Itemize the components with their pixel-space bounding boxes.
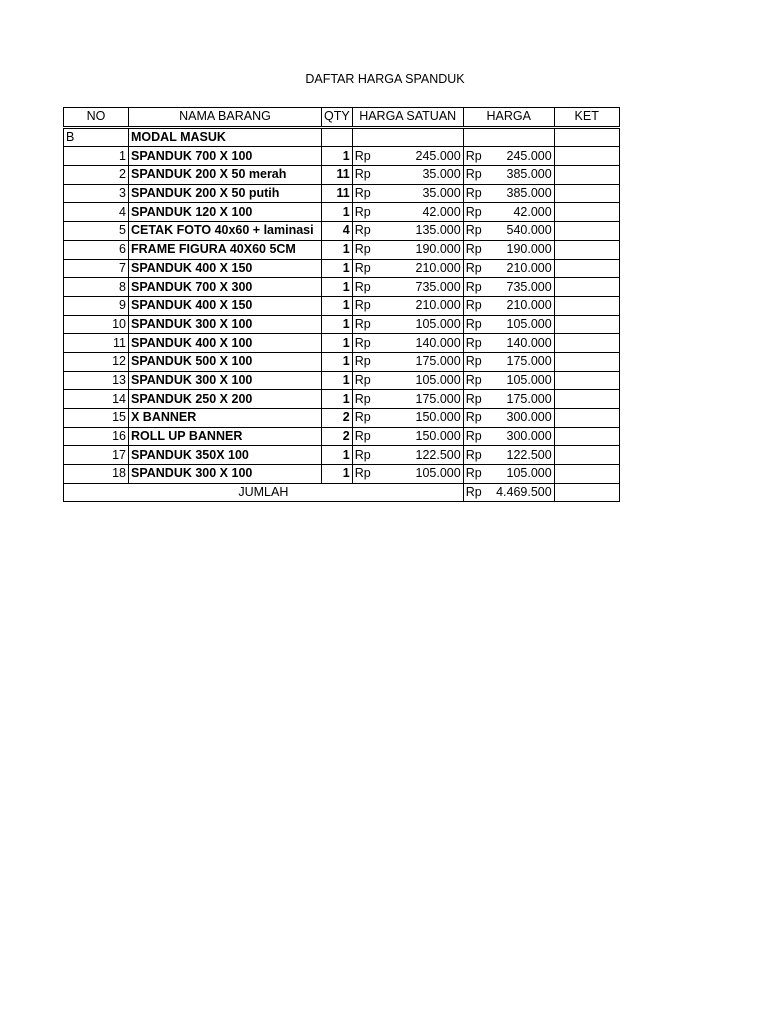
table-row bbox=[64, 465, 620, 484]
empty-cell bbox=[554, 127, 619, 147]
row-price: 735.000 bbox=[506, 279, 552, 294]
row-item-name: SPANDUK 500 X 100 bbox=[129, 352, 322, 371]
row-unit-price: 150.000 bbox=[415, 410, 461, 425]
row-ket bbox=[554, 147, 619, 166]
row-qty: 1 bbox=[322, 296, 353, 315]
header-harga: HARGA bbox=[463, 108, 554, 128]
currency-label: Rp bbox=[465, 204, 482, 219]
row-price: 540.000 bbox=[506, 223, 552, 238]
table-row bbox=[64, 147, 620, 166]
row-unit-price-cell bbox=[352, 203, 463, 222]
section-label: MODAL MASUK bbox=[129, 127, 322, 147]
row-item-name: SPANDUK 400 X 150 bbox=[129, 259, 322, 278]
currency-label: Rp bbox=[465, 391, 482, 406]
document-title: DAFTAR HARGA SPANDUK bbox=[305, 72, 465, 86]
row-unit-price-cell bbox=[352, 409, 463, 428]
currency-label: Rp bbox=[465, 148, 482, 163]
row-item-name: CETAK FOTO 40x60 + laminasi bbox=[129, 222, 322, 241]
row-ket bbox=[554, 259, 619, 278]
row-unit-price-cell bbox=[352, 371, 463, 390]
row-item-name: SPANDUK 200 X 50 merah bbox=[129, 166, 322, 185]
row-unit-price-cell bbox=[352, 240, 463, 259]
currency-label: Rp bbox=[354, 316, 371, 331]
table-row bbox=[64, 446, 620, 465]
currency-label: Rp bbox=[465, 485, 482, 500]
total-row bbox=[64, 483, 620, 502]
currency-label: Rp bbox=[465, 186, 482, 201]
table-row bbox=[64, 222, 620, 241]
currency-label: Rp bbox=[354, 335, 371, 350]
row-item-name: SPANDUK 400 X 150 bbox=[129, 296, 322, 315]
header-harga-satuan: HARGA SATUAN bbox=[352, 108, 463, 128]
currency-label: Rp bbox=[465, 335, 482, 350]
row-unit-price: 175.000 bbox=[415, 354, 461, 369]
currency-label: Rp bbox=[465, 372, 482, 387]
row-price: 140.000 bbox=[506, 335, 552, 350]
currency-label: Rp bbox=[354, 260, 371, 275]
row-unit-price: 245.000 bbox=[415, 148, 461, 163]
row-unit-price: 105.000 bbox=[415, 316, 461, 331]
currency-label: Rp bbox=[354, 279, 371, 294]
row-price: 210.000 bbox=[506, 298, 552, 313]
row-no: 6 bbox=[64, 240, 129, 259]
currency-label: Rp bbox=[354, 447, 371, 462]
row-qty: 11 bbox=[322, 184, 353, 203]
row-unit-price: 175.000 bbox=[415, 391, 461, 406]
row-qty: 4 bbox=[322, 222, 353, 241]
row-ket bbox=[554, 334, 619, 353]
row-price-cell bbox=[463, 409, 554, 428]
row-no: 11 bbox=[64, 334, 129, 353]
row-no: 5 bbox=[64, 222, 129, 241]
row-price: 105.000 bbox=[506, 466, 552, 481]
currency-label: Rp bbox=[465, 298, 482, 313]
row-price: 190.000 bbox=[506, 242, 552, 257]
row-price: 300.000 bbox=[506, 429, 552, 444]
row-unit-price-cell bbox=[352, 166, 463, 185]
row-qty: 1 bbox=[322, 278, 353, 297]
row-price-cell bbox=[463, 334, 554, 353]
row-no: 8 bbox=[64, 278, 129, 297]
row-no: 16 bbox=[64, 427, 129, 446]
table-row bbox=[64, 240, 620, 259]
row-ket bbox=[554, 203, 619, 222]
row-price-cell bbox=[463, 427, 554, 446]
header-nama-barang: NAMA BARANG bbox=[129, 108, 322, 128]
row-ket bbox=[554, 240, 619, 259]
table-row bbox=[64, 334, 620, 353]
row-qty: 11 bbox=[322, 166, 353, 185]
row-unit-price-cell bbox=[352, 184, 463, 203]
row-item-name: SPANDUK 300 X 100 bbox=[129, 315, 322, 334]
row-no: 17 bbox=[64, 446, 129, 465]
row-no: 2 bbox=[64, 166, 129, 185]
row-unit-price-cell bbox=[352, 427, 463, 446]
currency-label: Rp bbox=[354, 391, 371, 406]
row-ket bbox=[554, 222, 619, 241]
row-item-name: SPANDUK 300 X 100 bbox=[129, 465, 322, 484]
empty-cell bbox=[352, 127, 463, 147]
empty-cell bbox=[322, 127, 353, 147]
row-unit-price: 210.000 bbox=[415, 260, 461, 275]
row-price-cell bbox=[463, 390, 554, 409]
row-item-name: SPANDUK 700 X 100 bbox=[129, 147, 322, 166]
row-price-cell bbox=[463, 166, 554, 185]
row-qty: 1 bbox=[322, 315, 353, 334]
row-ket bbox=[554, 390, 619, 409]
table-row bbox=[64, 278, 620, 297]
table-row bbox=[64, 203, 620, 222]
ket-cell bbox=[554, 483, 619, 502]
row-unit-price: 35.000 bbox=[422, 186, 461, 201]
row-unit-price-cell bbox=[352, 222, 463, 241]
row-ket bbox=[554, 427, 619, 446]
row-price: 42.000 bbox=[513, 204, 552, 219]
row-unit-price: 105.000 bbox=[415, 372, 461, 387]
empty-cell bbox=[463, 127, 554, 147]
row-no: 1 bbox=[64, 147, 129, 166]
row-ket bbox=[554, 446, 619, 465]
table-row bbox=[64, 427, 620, 446]
row-unit-price-cell bbox=[352, 390, 463, 409]
row-price-cell bbox=[463, 371, 554, 390]
row-unit-price-cell bbox=[352, 147, 463, 166]
row-no: 18 bbox=[64, 465, 129, 484]
table-row bbox=[64, 184, 620, 203]
currency-label: Rp bbox=[465, 429, 482, 444]
section-code: B bbox=[64, 127, 129, 147]
currency-label: Rp bbox=[465, 466, 482, 481]
currency-label: Rp bbox=[354, 223, 371, 238]
row-price-cell bbox=[463, 352, 554, 371]
currency-label: Rp bbox=[465, 447, 482, 462]
row-unit-price-cell bbox=[352, 446, 463, 465]
row-unit-price-cell bbox=[352, 334, 463, 353]
currency-label: Rp bbox=[354, 242, 371, 257]
row-price: 385.000 bbox=[506, 167, 552, 182]
currency-label: Rp bbox=[354, 466, 371, 481]
row-price: 105.000 bbox=[506, 316, 552, 331]
row-qty: 1 bbox=[322, 147, 353, 166]
currency-label: Rp bbox=[354, 204, 371, 219]
row-item-name: ROLL UP BANNER bbox=[129, 427, 322, 446]
row-ket bbox=[554, 296, 619, 315]
row-ket bbox=[554, 184, 619, 203]
row-qty: 2 bbox=[322, 409, 353, 428]
currency-label: Rp bbox=[465, 354, 482, 369]
row-no: 10 bbox=[64, 315, 129, 334]
row-item-name: SPANDUK 300 X 100 bbox=[129, 371, 322, 390]
row-unit-price: 35.000 bbox=[422, 167, 461, 182]
row-no: 9 bbox=[64, 296, 129, 315]
row-price-cell bbox=[463, 147, 554, 166]
row-price: 385.000 bbox=[506, 186, 552, 201]
row-unit-price: 140.000 bbox=[415, 335, 461, 350]
currency-label: Rp bbox=[465, 167, 482, 182]
currency-label: Rp bbox=[465, 260, 482, 275]
row-price-cell bbox=[463, 222, 554, 241]
row-price: 175.000 bbox=[506, 391, 552, 406]
currency-label: Rp bbox=[354, 298, 371, 313]
row-unit-price: 150.000 bbox=[415, 429, 461, 444]
table-row bbox=[64, 390, 620, 409]
table-row bbox=[64, 296, 620, 315]
row-qty: 1 bbox=[322, 446, 353, 465]
row-unit-price-cell bbox=[352, 278, 463, 297]
row-price-cell bbox=[463, 184, 554, 203]
row-unit-price: 190.000 bbox=[415, 242, 461, 257]
row-item-name: X BANNER bbox=[129, 409, 322, 428]
row-price: 245.000 bbox=[506, 148, 552, 163]
row-price-cell bbox=[463, 315, 554, 334]
row-no: 14 bbox=[64, 390, 129, 409]
row-ket bbox=[554, 352, 619, 371]
row-ket bbox=[554, 315, 619, 334]
table-header-row bbox=[64, 108, 620, 128]
row-ket bbox=[554, 166, 619, 185]
row-unit-price-cell bbox=[352, 315, 463, 334]
currency-label: Rp bbox=[354, 167, 371, 182]
row-item-name: SPANDUK 400 X 100 bbox=[129, 334, 322, 353]
table-row bbox=[64, 409, 620, 428]
table-row bbox=[64, 352, 620, 371]
row-unit-price: 105.000 bbox=[415, 466, 461, 481]
currency-label: Rp bbox=[465, 316, 482, 331]
row-price-cell bbox=[463, 259, 554, 278]
row-unit-price-cell bbox=[352, 352, 463, 371]
row-ket bbox=[554, 465, 619, 484]
currency-label: Rp bbox=[354, 186, 371, 201]
row-unit-price: 135.000 bbox=[415, 223, 461, 238]
row-qty: 1 bbox=[322, 371, 353, 390]
total-label: JUMLAH bbox=[64, 483, 464, 502]
row-qty: 1 bbox=[322, 240, 353, 259]
row-price: 105.000 bbox=[506, 372, 552, 387]
row-unit-price: 735.000 bbox=[415, 279, 461, 294]
row-qty: 1 bbox=[322, 390, 353, 409]
row-no: 4 bbox=[64, 203, 129, 222]
row-qty: 1 bbox=[322, 334, 353, 353]
row-item-name: SPANDUK 120 X 100 bbox=[129, 203, 322, 222]
row-no: 12 bbox=[64, 352, 129, 371]
row-price-cell bbox=[463, 446, 554, 465]
row-item-name: FRAME FIGURA 40X60 5CM bbox=[129, 240, 322, 259]
header-qty: QTY bbox=[322, 108, 353, 128]
row-ket bbox=[554, 371, 619, 390]
currency-label: Rp bbox=[354, 429, 371, 444]
row-qty: 1 bbox=[322, 352, 353, 371]
currency-label: Rp bbox=[465, 223, 482, 238]
currency-label: Rp bbox=[354, 410, 371, 425]
row-price-cell bbox=[463, 203, 554, 222]
currency-label: Rp bbox=[465, 410, 482, 425]
table-row bbox=[64, 259, 620, 278]
row-qty: 2 bbox=[322, 427, 353, 446]
row-no: 13 bbox=[64, 371, 129, 390]
row-price: 175.000 bbox=[506, 354, 552, 369]
currency-label: Rp bbox=[354, 148, 371, 163]
row-item-name: SPANDUK 350X 100 bbox=[129, 446, 322, 465]
row-price: 210.000 bbox=[506, 260, 552, 275]
row-ket bbox=[554, 278, 619, 297]
currency-label: Rp bbox=[354, 372, 371, 387]
row-unit-price: 42.000 bbox=[422, 204, 461, 219]
header-no: NO bbox=[64, 108, 129, 128]
row-no: 7 bbox=[64, 259, 129, 278]
table-row bbox=[64, 166, 620, 185]
row-price: 300.000 bbox=[506, 410, 552, 425]
row-item-name: SPANDUK 700 X 300 bbox=[129, 278, 322, 297]
row-no: 15 bbox=[64, 409, 129, 428]
row-price: 122.500 bbox=[506, 447, 552, 462]
row-ket bbox=[554, 409, 619, 428]
table-row bbox=[64, 315, 620, 334]
row-price-cell bbox=[463, 465, 554, 484]
row-unit-price-cell bbox=[352, 296, 463, 315]
row-price-cell bbox=[463, 240, 554, 259]
currency-label: Rp bbox=[354, 354, 371, 369]
header-ket: KET bbox=[554, 108, 619, 128]
row-unit-price-cell bbox=[352, 259, 463, 278]
table-row bbox=[64, 371, 620, 390]
row-qty: 1 bbox=[322, 465, 353, 484]
row-unit-price: 210.000 bbox=[415, 298, 461, 313]
row-item-name: SPANDUK 200 X 50 putih bbox=[129, 184, 322, 203]
currency-label: Rp bbox=[465, 242, 482, 257]
row-item-name: SPANDUK 250 X 200 bbox=[129, 390, 322, 409]
total-value: 4.469.500 bbox=[496, 485, 552, 500]
row-unit-price-cell bbox=[352, 465, 463, 484]
currency-label: Rp bbox=[465, 279, 482, 294]
row-qty: 1 bbox=[322, 259, 353, 278]
row-no: 3 bbox=[64, 184, 129, 203]
row-price-cell bbox=[463, 278, 554, 297]
price-table bbox=[63, 107, 620, 502]
row-unit-price: 122.500 bbox=[415, 447, 461, 462]
total-value-cell bbox=[463, 483, 554, 502]
row-qty: 1 bbox=[322, 203, 353, 222]
section-row bbox=[64, 127, 620, 147]
row-price-cell bbox=[463, 296, 554, 315]
